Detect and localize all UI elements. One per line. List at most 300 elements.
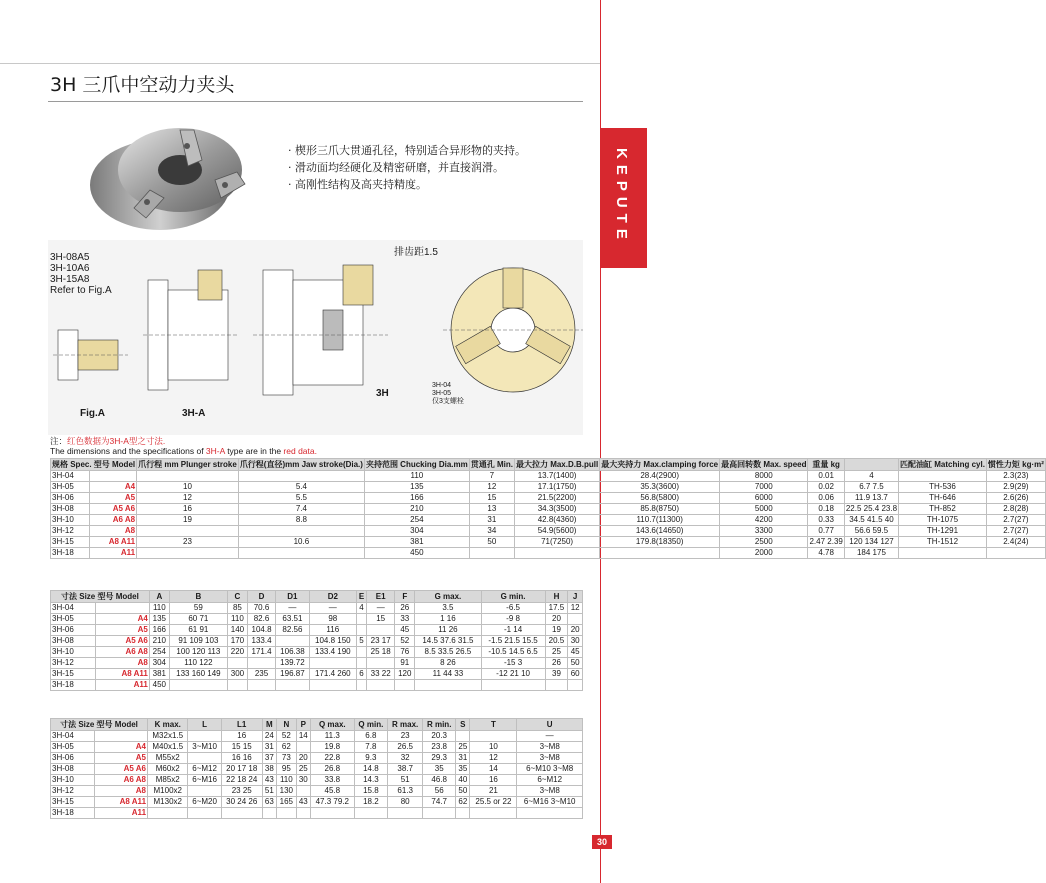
value-cell: TH-1512 [899,537,987,548]
header-cell: 重量 kg [808,459,844,471]
value-cell: 6000 [720,493,808,504]
value-cell: M32x1.5 [148,731,188,742]
table-row [51,753,583,764]
value-cell: 82.6 [247,614,275,625]
value-cell [600,548,720,559]
value-cell: 47.3 79.2 [310,797,354,808]
value-cell: 179.8(18350) [600,537,720,548]
value-cell: 4200 [720,515,808,526]
value-cell [137,526,239,537]
value-cell [517,808,583,819]
small-model-note [432,382,464,406]
value-cell: 34.3(3500) [514,504,599,515]
value-cell [296,742,310,753]
value-cell: — [309,603,356,614]
value-cell [423,808,456,819]
value-cell: 8 26 [415,658,481,669]
header-cell: G min. [481,591,545,603]
three-h-label: 3H [376,388,389,399]
value-cell: 106.38 [276,647,310,658]
value-cell [188,808,221,819]
value-cell: 26 [395,603,415,614]
variant-cell: A8 A11 [90,537,137,548]
value-cell: 98 [309,614,356,625]
value-cell: 2500 [720,537,808,548]
value-cell: 304 [149,658,169,669]
value-cell: 26.5 [388,742,423,753]
header-cell: 寸法 Size 型号 Model [51,591,150,603]
value-cell: 2.3(23) [986,471,1045,482]
value-cell: 56.6 59.5 [844,526,898,537]
table-row [51,680,583,691]
value-cell: 0.77 [808,526,844,537]
value-cell: 23 17 [367,636,395,647]
value-cell: 133.4 190 [309,647,356,658]
value-cell: 50 [456,786,470,797]
small-note-line: 3H-05 [432,390,452,397]
value-cell: 2.8(28) [986,504,1045,515]
table-row [51,786,583,797]
value-cell: 91 109 103 [169,636,227,647]
top-rule [0,63,600,64]
value-cell [356,614,366,625]
header-cell: 惯性力矩 kg·m² [987,459,1044,469]
value-cell: 54.9(5600) [514,526,599,537]
variant-cell: A11 [95,808,148,819]
table-header-row [51,719,583,731]
title-rule [48,101,583,102]
value-cell: 110 [227,614,247,625]
value-cell: 62 [456,797,470,808]
value-cell: 184 175 [844,548,898,559]
value-cell: 0.01 [808,471,844,482]
model-cell: 3H-08 [51,504,90,515]
value-cell: 71(7250) [514,537,599,548]
model-cell: 3H-12 [51,658,96,669]
value-cell [356,658,366,669]
table-row [51,493,1046,504]
value-cell: 110 [364,471,469,482]
table-row [51,548,1046,559]
value-cell: 25.5 or 22 [470,797,517,808]
header-cell: R min. [423,719,456,731]
table-row [51,658,583,669]
value-cell: 85.8(8750) [600,504,720,515]
value-cell: 110 122 [169,658,227,669]
small-note-line: 3H-04 [432,382,452,389]
value-cell: — [517,731,583,742]
value-cell: 104.8 [247,625,275,636]
value-cell: 2.6(26) [986,493,1045,504]
value-cell: 135 [364,482,469,493]
value-cell: -1.5 21.5 15.5 [481,636,545,647]
table-row [51,636,583,647]
value-cell: 17.1(1750) [514,482,599,493]
value-cell: 15 [367,614,395,625]
header-cell: S [456,719,470,731]
header-cell: D [247,591,275,603]
value-cell: 42.8(4360) [514,515,599,526]
value-cell [137,471,239,482]
value-cell: 23 [388,731,423,742]
table-row [51,742,583,753]
variant-cell: A4 [96,614,150,625]
value-cell: 171.4 [247,647,275,658]
value-cell [276,680,310,691]
value-cell: 33 22 [367,669,395,680]
value-cell [247,680,275,691]
value-cell: 3~M10 [188,742,221,753]
value-cell: 450 [149,680,169,691]
value-cell: 15.8 [354,786,387,797]
value-cell [247,658,275,669]
value-cell: 6~M10 3~M8 [517,764,583,775]
value-cell: 5.5 [238,493,364,504]
three-h-a-label: 3H-A [182,408,206,419]
header-cell: A [149,591,169,603]
model-ref-item: 3H-15A8 [50,274,90,285]
value-cell: 60 [568,669,583,680]
value-cell [514,548,599,559]
header-cell: 最高回转数 Max. speed [721,459,807,469]
value-cell: 120 [395,669,415,680]
value-cell: 12 [470,753,517,764]
value-cell: 8.5 33.5 26.5 [415,647,481,658]
header-cell: 寸法 Size 型号 Model [51,719,148,731]
value-cell: 31 [469,515,514,526]
value-cell: TH-1291 [899,526,987,537]
value-cell: 5 [356,636,366,647]
variant-cell [95,731,148,742]
value-cell: 2.47 2.39 [809,537,843,546]
header-cell: H [545,591,568,603]
value-cell: 381 [364,537,469,548]
value-cell: 10 [137,482,239,493]
value-cell: 34.5 41.5 40 [844,515,898,526]
header-cell: U [517,719,583,731]
header-cell: T [470,719,517,731]
value-cell: -1 14 [481,625,545,636]
value-cell [169,680,227,691]
value-cell: 60 71 [169,614,227,625]
value-cell [388,808,423,819]
value-cell [470,808,517,819]
value-cell: 4 [844,471,898,482]
variant-cell: A11 [96,680,150,691]
feature-list [288,142,526,193]
value-cell: -10.5 14.5 6.5 [481,647,545,658]
header-cell: G max. [415,591,481,603]
value-cell [899,548,987,559]
value-cell [221,808,262,819]
value-cell: 165 [277,797,297,808]
value-cell: 0.33 [808,515,844,526]
fig-a-label: Fig.A [80,408,105,419]
value-cell: 16 16 [221,753,262,764]
value-cell [481,680,545,691]
value-cell: 100 120 113 [169,647,227,658]
value-cell: 20.3 [423,731,456,742]
table-row [51,808,583,819]
value-cell: 14.5 37.6 31.5 [415,636,481,647]
value-cell [309,680,356,691]
value-cell: 11 26 [415,625,481,636]
value-cell: 7.8 [354,742,387,753]
value-cell [568,680,583,691]
value-cell: 6 [356,669,366,680]
value-cell: 22.8 [310,753,354,764]
header-cell: P [296,719,310,731]
value-cell: 76 [395,647,415,658]
header-cell: Q min. [354,719,387,731]
value-cell: -6.5 [481,603,545,614]
value-cell [188,731,221,742]
value-cell: 110 [277,775,297,786]
value-cell: TH-536 [899,482,987,493]
table-note [50,436,317,456]
table-header-row [51,459,1046,471]
header-cell [844,459,898,471]
model-cell: 3H-12 [51,526,90,537]
model-cell: 3H-05 [51,742,95,753]
value-cell [367,680,395,691]
model-cell: 3H-18 [51,680,96,691]
table-header-row [51,591,583,603]
value-cell: 45 [395,625,415,636]
value-cell: 14.3 [354,775,387,786]
variant-cell: A6 A8 [90,515,137,526]
value-cell: 10.6 [238,537,364,548]
value-cell: 5000 [720,504,808,515]
feature-item: · 楔形三爪大贯通孔径，特别适合异形物的夹持。 [288,144,526,157]
value-cell: M55x2 [148,753,188,764]
value-cell [238,526,364,537]
table-row [51,647,583,658]
value-cell: 59 [169,603,227,614]
value-cell [188,786,221,797]
value-cell: 35.3(3600) [600,482,720,493]
value-cell: 61 91 [169,625,227,636]
variant-cell [90,471,137,482]
value-cell: 31 [262,742,276,753]
value-cell: 33.8 [310,775,354,786]
value-cell [469,548,514,559]
value-cell: 35 [456,764,470,775]
value-cell: 51 [262,786,276,797]
header-cell: M [262,719,276,731]
value-cell: 50 [568,658,583,669]
value-cell: 3~M8 [517,753,583,764]
feature-item: · 滑动面均经硬化及精密研磨，并直接润滑。 [288,161,504,174]
three-h-drawing [253,265,388,395]
value-cell: 3300 [720,526,808,537]
value-cell: M60x2 [148,764,188,775]
value-cell: 25 18 [367,647,395,658]
brand-side-label: KEPUTE [613,148,630,245]
chuck-photo [85,110,265,235]
value-cell: 120 134 127 [844,537,898,548]
value-cell: 166 [149,625,169,636]
value-cell: 12 [568,603,583,614]
value-cell: 4.78 [808,548,844,559]
table-row [51,625,583,636]
value-cell [356,647,366,658]
value-cell: 30 24 26 [221,797,262,808]
value-cell: 20 [296,753,310,764]
table-row [51,504,1046,515]
value-cell: 38.7 [388,764,423,775]
header-cell: E1 [367,591,395,603]
value-cell: 63.51 [276,614,310,625]
value-cell: 235 [247,669,275,680]
value-cell: -9 8 [481,614,545,625]
value-cell: 7.4 [238,504,364,515]
value-cell: 3~M8 [517,742,583,753]
value-cell [296,808,310,819]
model-ref-item: 3H-08A5 [50,252,90,263]
model-cell: 3H-15 [51,797,95,808]
value-cell: 13 [469,504,514,515]
value-cell: M130x2 [148,797,188,808]
value-cell: 6~M20 [188,797,221,808]
table-row [51,515,1046,526]
value-cell: 74.7 [423,797,456,808]
value-cell: 11.9 13.7 [844,493,898,504]
model-cell: 3H-18 [51,548,90,559]
value-cell: 25 [296,764,310,775]
value-cell: 8000 [720,471,808,482]
value-cell [227,658,247,669]
variant-cell: A5 [96,625,150,636]
variant-cell: A4 [90,482,137,493]
variant-cell: A11 [90,548,137,559]
value-cell: 196.87 [276,669,310,680]
value-cell: 34 [469,526,514,537]
value-cell: 210 [364,504,469,515]
value-cell: 143.6(14650) [600,526,720,537]
value-cell: 85 [227,603,247,614]
value-cell: 19 [137,515,239,526]
value-cell: 8.8 [238,515,364,526]
value-cell [899,471,987,482]
value-cell [238,471,364,482]
dimension-table-1 [50,590,583,691]
header-cell: R max. [388,719,423,731]
value-cell: 70.6 [247,603,275,614]
value-cell: 0.18 [808,504,844,515]
value-cell: 450 [364,548,469,559]
variant-cell: A8 [90,526,137,537]
value-cell: 29.3 [423,753,456,764]
value-cell: 6~M12 [188,764,221,775]
variant-cell: A5 A6 [95,764,148,775]
variant-cell: A5 [90,493,137,504]
value-cell [395,680,415,691]
value-cell: 2.9(29) [986,482,1045,493]
header-cell: J [568,591,583,603]
value-cell: 5.4 [238,482,364,493]
value-cell: 21.5(2200) [514,493,599,504]
value-cell [188,753,221,764]
value-cell: 14.8 [354,764,387,775]
value-cell: 12 [469,482,514,493]
value-cell: 45.8 [310,786,354,797]
value-cell: 43 [296,797,310,808]
value-cell [545,680,568,691]
value-cell: 46.8 [423,775,456,786]
value-cell: 15 15 [221,742,262,753]
header-cell: 夹持范围 Chucking Dia.mm [365,459,468,469]
value-cell: 16 [137,504,239,515]
value-cell: 31 [456,753,470,764]
value-cell: 30 [568,636,583,647]
small-note-line: 仅3支螺栓 [432,398,464,405]
value-cell: 15 [469,493,514,504]
header-cell: K max. [148,719,188,731]
value-cell: 32 [388,753,423,764]
value-cell: 6~M12 [517,775,583,786]
value-cell: 45 [568,647,583,658]
value-cell [148,808,188,819]
value-cell: 12 [137,493,239,504]
value-cell [309,658,356,669]
value-cell [276,636,310,647]
value-cell: 51 [388,775,423,786]
brand-side-tab [601,128,647,268]
value-cell: — [367,603,395,614]
value-cell: 2.4(24) [986,537,1045,548]
table-row [51,614,583,625]
variant-cell: A4 [95,742,148,753]
value-cell: 14 [296,731,310,742]
value-cell: 210 [149,636,169,647]
header-cell: C [227,591,247,603]
value-cell: 91 [395,658,415,669]
value-cell [356,680,366,691]
value-cell: 170 [227,636,247,647]
table-row [51,731,583,742]
value-cell: 139.72 [276,658,310,669]
header-cell: 匹配油缸 Matching cyl. [900,459,985,469]
value-cell: 130 [277,786,297,797]
table-row [51,603,583,614]
value-cell: 20 17 18 [221,764,262,775]
table-row [51,471,1046,482]
model-cell: 3H-04 [51,471,90,482]
value-cell: 16 [221,731,262,742]
value-cell: 25 [456,742,470,753]
value-cell: 166 [364,493,469,504]
model-cell: 3H-05 [51,614,96,625]
table-row [51,537,1046,548]
model-cell: 3H-12 [51,786,95,797]
variant-cell [96,603,150,614]
value-cell: 2.7(27) [986,515,1045,526]
value-cell: 7 [469,471,514,482]
value-cell: 110.7(11300) [600,515,720,526]
value-cell [277,808,297,819]
value-cell: 11 44 33 [415,669,481,680]
value-cell: M100x2 [148,786,188,797]
header-cell: Q max. [310,719,354,731]
header-cell: L1 [221,719,262,731]
value-cell: 3~M8 [517,786,583,797]
value-cell [456,731,470,742]
value-cell: 37 [262,753,276,764]
value-cell [986,548,1045,559]
value-cell: 50 [469,537,514,548]
value-cell: 62 [277,742,297,753]
